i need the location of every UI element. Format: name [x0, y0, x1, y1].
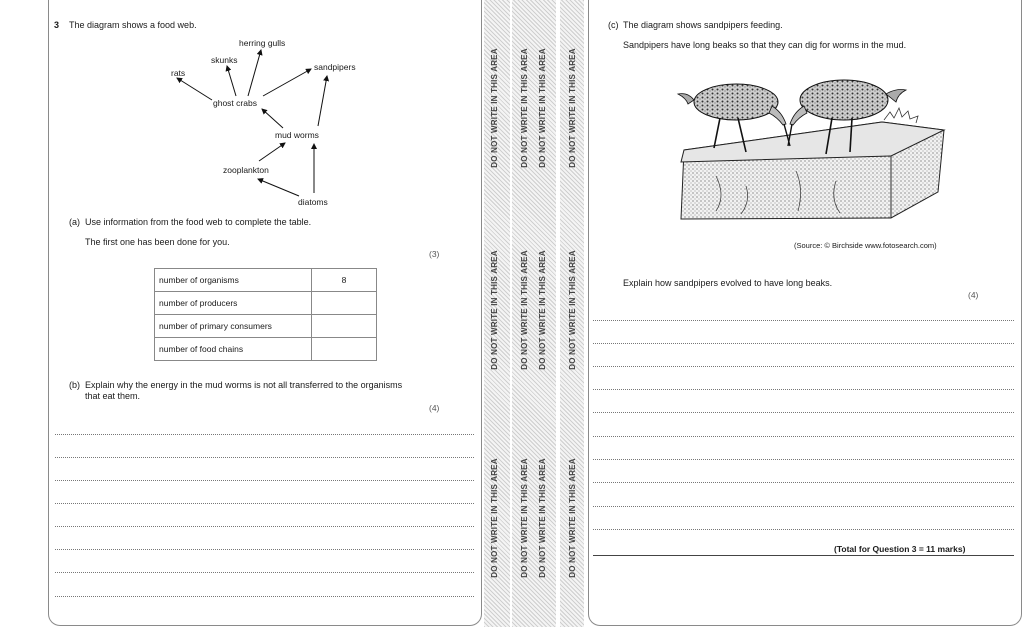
answer-line[interactable]: [55, 572, 474, 573]
total-rule: [593, 555, 1014, 556]
answer-line[interactable]: [55, 549, 474, 550]
organism-zooplankton: zooplankton: [223, 165, 269, 175]
part-c-text: The diagram shows sandpipers feeding.: [623, 20, 783, 30]
part-c-description: Sandpipers have long beaks so that they can dig for worms in the mud.: [623, 40, 907, 50]
food-web-table: [154, 268, 377, 361]
answer-line[interactable]: [593, 343, 1014, 344]
question-intro: The diagram shows a food web.: [69, 20, 197, 30]
table-row: [155, 315, 377, 338]
part-a-text: Use information from the food web to complete the table.: [85, 217, 312, 227]
answer-line[interactable]: [593, 529, 1014, 530]
part-b-text-line2: that eat them.: [85, 391, 141, 401]
organism-skunks: skunks: [211, 55, 238, 65]
answer-line[interactable]: [593, 412, 1014, 413]
table-row: [155, 338, 377, 361]
answer-line[interactable]: [55, 457, 474, 458]
answer-cell-food-chains[interactable]: [312, 338, 377, 361]
answer-line[interactable]: [593, 459, 1014, 460]
answer-line[interactable]: [593, 320, 1014, 321]
row-label: number of producers: [155, 292, 312, 315]
margin-warning: DO NOT WRITE IN THIS AREA: [538, 458, 547, 578]
arrow-ghostcrabs-skunks: [227, 66, 236, 96]
part-b-marks: (4): [429, 403, 440, 413]
arrow-ghostcrabs-herringgulls: [248, 50, 261, 96]
arrow-ghostcrabs-sandpipers: [263, 69, 311, 96]
organism-rats: rats: [171, 68, 186, 78]
part-c-prompt: Explain how sandpipers evolved to have long beaks.: [623, 278, 833, 288]
answer-line[interactable]: [593, 506, 1014, 507]
row-label: number of organisms: [155, 269, 312, 292]
row-label: number of primary consumers: [155, 315, 312, 338]
answer-line[interactable]: [593, 366, 1014, 367]
question-number: 3: [54, 20, 60, 30]
arrow-mudworms-ghostcrabs: [262, 109, 283, 128]
margin-warning: DO NOT WRITE IN THIS AREA: [490, 48, 499, 168]
image-source: (Source: © Birchside www.fotosearch.com): [794, 241, 937, 250]
sandpipers-illustration: [676, 76, 950, 221]
organism-sandpipers: sandpipers: [314, 62, 356, 72]
part-a-marks: (3): [429, 249, 440, 259]
part-b-label: (b): [69, 380, 80, 390]
organism-mud-worms: mud worms: [275, 130, 319, 140]
answer-line[interactable]: [593, 482, 1014, 483]
margin-warning: DO NOT WRITE IN THIS AREA: [568, 250, 577, 370]
row-value: 8: [312, 269, 377, 292]
margin-warning: DO NOT WRITE IN THIS AREA: [538, 250, 547, 370]
margin-warning: DO NOT WRITE IN THIS AREA: [538, 48, 547, 168]
question-total: (Total for Question 3 = 11 marks): [834, 544, 966, 554]
arrow-diatoms-zooplankton: [258, 179, 299, 196]
answer-line[interactable]: [55, 434, 474, 435]
arrow-mudworms-sandpipers: [318, 76, 327, 126]
answer-line[interactable]: [593, 389, 1014, 390]
table-row: [155, 292, 377, 315]
answer-line[interactable]: [55, 596, 474, 597]
organism-herring-gulls: herring gulls: [239, 38, 286, 48]
sandpiper-left: [694, 84, 778, 120]
margin-warning: DO NOT WRITE IN THIS AREA: [568, 458, 577, 578]
answer-cell-primary-consumers[interactable]: [312, 315, 377, 338]
margin-warning: DO NOT WRITE IN THIS AREA: [490, 458, 499, 578]
sandpiper-right: [800, 80, 888, 120]
answer-line[interactable]: [593, 436, 1014, 437]
arrow-ghostcrabs-rats: [177, 78, 212, 100]
margin-warning: DO NOT WRITE IN THIS AREA: [568, 48, 577, 168]
margin-warning: DO NOT WRITE IN THIS AREA: [520, 458, 529, 578]
arrow-zooplankton-mudworms: [259, 143, 285, 161]
part-b-text-line1: Explain why the energy in the mud worms is not all transferred to the organisms: [85, 380, 403, 390]
organism-ghost-crabs: ghost crabs: [213, 98, 257, 108]
part-a-label: (a): [69, 217, 80, 227]
margin-warning: DO NOT WRITE IN THIS AREA: [520, 48, 529, 168]
row-label: number of food chains: [155, 338, 312, 361]
part-c-marks: (4): [968, 290, 979, 300]
margin-warning: DO NOT WRITE IN THIS AREA: [520, 250, 529, 370]
answer-line[interactable]: [55, 480, 474, 481]
table-row: [155, 269, 377, 292]
answer-cell-producers[interactable]: [312, 292, 377, 315]
answer-line[interactable]: [55, 503, 474, 504]
part-c-label: (c): [608, 20, 619, 30]
margin-warning: DO NOT WRITE IN THIS AREA: [490, 250, 499, 370]
answer-line[interactable]: [55, 526, 474, 527]
organism-diatoms: diatoms: [298, 197, 328, 207]
part-a-note: The first one has been done for you.: [85, 237, 230, 247]
